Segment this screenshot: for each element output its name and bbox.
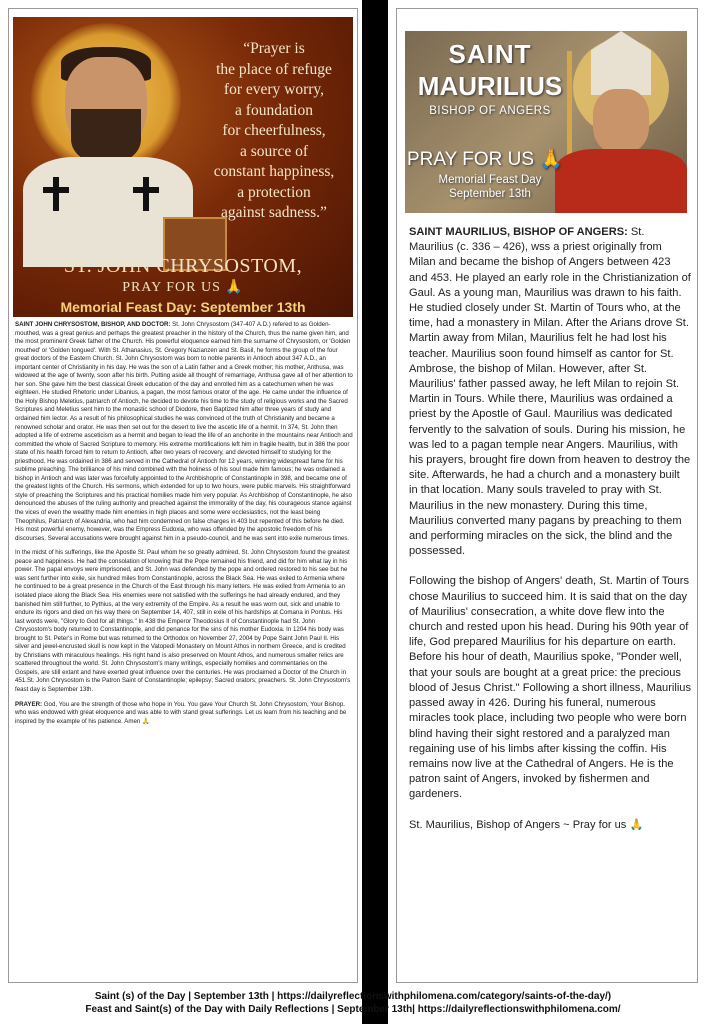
praying-hands-icon: 🙏: [629, 818, 644, 831]
bio-paragraph: SAINT MAURILIUS, BISHOP OF ANGERS: St. Maurilius (c. 336 – 426), wss a priest originally from Milan and became the bishop of Angers between 423 and 453. He played an early role in the Christianization of Gaul. As a young man, Maurilius was drawn to his faith. He studied closely under St. Martin of Tours who, at the time, had a monastery in Milan. After the Arians drove St. Martin away from Milan, Maurilius felt he had lost his teacher. Maurilius soon found himself as cantor for St. Ambrose, the bishop of Milan. However, after St. Maurilius' father passed away, he left Milan to rejoin St. Martin in Tours. While there, Maurilius was ordained a priest by the Apostle of Gaul. Maurilius was dedicated fervently to the salvation of souls. During his mission, he was led to a pagan temple near Angers. Maurilius, with his prayers, brought fire down from heaven to destroy the site. Afterwards, he had a church and a monastery built in that location. Many souls traveled to pray with St. Maurilius in the new monastery. During this time, Maurilius converted many pagans by preaching to them and performing miracles on the sick, the blind and the possessed.: [409, 226, 691, 558]
bio-heading: SAINT MAURILIUS, BISHOP OF ANGERS:: [409, 226, 628, 238]
closing-prayer: St. Maurilius, Bishop of Angers ~ Pray for us 🙏: [409, 818, 644, 831]
left-column: [8, 8, 358, 983]
footer-line-2[interactable]: Feast and Saint(s) of the Day with Daily Reflections | September 13th| https://dailyreflectionswithphilomena.com/: [85, 1004, 621, 1015]
bio-paragraph: SAINT JOHN CHRYSOSTOM, BISHOP, AND DOCTOR: St. John Chrysostom (347-407 A.D.) refered to as Golden-mouthed, was a great genius and perhaps the greatest preacher in the history of the Church, thus the name given him, and the most prominent Greek father of the Church. His powerful eloquence earned him the surname of Chrysostom, or 'Golden mouthed' or 'Golden tongued'. With St. Athanasius, St. Gregory Nazianzen and St. Basil, he forms the group of the four great doctors of the Eastern Church. St. John Chrysostom was born to noble parents in Antioch about 347 A.D., an important center of Christianity in his day. He was the son of a Latin father and a Greek mother; his mother, Anthusa, was widowed at the age of twenty, soon after his birth. Putting aside all thought of remarriage, Anthusa gave all of her attention to her son. She gave him the best classical Greek education of the day and enrolled him as a catechumen when he was eighteen. He studied Rhetoric under Libanius, a pagan, the most famous orator of the age. He came under the influence of the Holy Bishop Meletius, patriarch of Antioch, he decided to devote his time to the study of religious works and the Sacred Scriptures and Meletius sent him to the monastic school of Diodore, then Baptized him after three years of study and ordained him lector. As a result of his philosophical studies he was convinced of the truth of Christianity and became a renowned scholar and orator. He was then set out for the desert to live the ascetic life of a hermit. In 374, St. John then adopted a life of extreme asceticism as a hermit and began to lead the life of an anchorite in the mountains near Antioch and committed the whole of Sacred Scripture to memory. His extreme mortifications left him in fragile health, but in 386 the poor state of his health forced him to return to Antioch, after two years of recovery, and devoted himself to studying for the priesthood. He was ordained in 386 and served in the Cathedral of Antioch for 12 years, winning widespread fame for his sublime preaching. The brilliance of his mind combined with the holiness of his soul made him famous; he was ordained a bishop in Antioch and was later was forcefully appointed to the Archbishopric of Constantinople in 398, and became one of the greatest lights of the Church. His sermons, which extended for up to two hours, were public marvels. His straightforward style of preaching the Scriptures and his practical homilies made him very popular. As Archbishop of Constantinople, he also denounced the abuses of the ruling authority and preached against the immorality of the day, his courageous stance against the vices of even the wealthy made him enemies in high places and some were ecclesiastics, not the least being Theophilus, Patriarch of Alexandria, who had him condemned on false charges in 403 but repented of this before he died. His most powerful enemy, however, was the Empress Eudoxia, who was offended by the apostolic freedom of his discourses. Several accusations were brought against him in a pseudo-council, and he was sent into exile numerous times.: [15, 321, 353, 542]
image-saint-label: SAINT: [448, 39, 532, 69]
image-title: ST. JOHN CHRYSOSTOM,: [63, 255, 303, 277]
maurilius-biography: [409, 225, 691, 848]
prayer-heading: PRAYER:: [15, 700, 43, 708]
cross-icon: [133, 177, 159, 211]
image-pray: PRAY FOR US 🙏: [122, 280, 244, 295]
praying-hands-icon: 🙏: [225, 280, 244, 295]
mitre-graphic: [591, 31, 651, 95]
john-chrysostom-biography: [15, 321, 353, 732]
footer: [0, 990, 706, 1016]
bio-paragraph: In the midst of his sufferings, like the Apostle St. Paul whom he so greatly admired, St. John Chrysostom found the greatest peace and happiness. He had the consolation of knowing that the Pope remained his friend, and did for him what lay in his power. The papal envoys were imprisoned, and St. John was defended by the pope and ordered restored to his see but he was sent further into exile, six hundred miles from Constantinople, across the Black Sea. He was exiled to Armenia where he continued to be a great presence in the Church of the East through his many letters. He was exiled from Armenia to an isolated place along the Black Sea. His enemies were not satisfied with the sufferings he had already endured, and they banished him still further, to Pythius, at the very extremity of the Empire. As a result he was worn out, sick and unable to endure its rigors and died on his way there on September 14, 407, still in exile of his hardships at Comana in Pontus. His last words were, "Glory to God for all things." In 438 the Emperor Theodosius II of Constantinople had St. John Chrysostom's body returned to Constantinople, and did penance for the sins of his mother Eudoxia. In 1204 his body was brought to St. Peter's in Rome but was returned to the Orthodox on November 27, 2004 by Pope Saint John Paul II. His silver and jewel-encrusted skull is now kept in the Vatopedi Monastery on Mount Athos in northern Greece, and is credited by Christians with miraculous healings. His right hand is also preserved on Mount Athos, and numerous smaller relics are scattered throughout the world. St. John Chrysostom's many writings, especially homilies and commentaries on the Gospels, are still extant and have exerted great influence over the centuries. He was proclaimed a Doctor of the Church in 451.St. John Chrysostom is the Patron Saint of Constantinople; epilepsy; Sacred orators; preachers. St. John Chrysostom's feast day is September 13th.: [15, 549, 351, 693]
praying-hands-icon: 🙏: [539, 149, 563, 170]
image-feast-day: Memorial Feast Day: September 13th: [60, 299, 306, 315]
footer-line-1[interactable]: Saint (s) of the Day | September 13th | https://dailyreflectionswithphilomena.com/category/saints-of-the-day/): [94, 991, 612, 1002]
column-divider: [362, 0, 388, 1024]
image-feast-day: Memorial Feast Day September 13th: [438, 174, 542, 200]
saint-beard-graphic: [71, 109, 141, 164]
cross-icon: [43, 177, 69, 211]
john-chrysostom-image: [13, 17, 353, 317]
bio-heading: SAINT JOHN CHRYSOSTOM, BISHOP, AND DOCTOR:: [15, 321, 171, 328]
prayer-paragraph: PRAYER: God, You are the strength of those who hope in You. You gave Your Church St. John Chrysostom, Your Bishop, who was endowed with great eloquence and was able to with stand great sufferings. Let us learn from his teaching and be inspired by the example of his patience. Amen 🙏: [15, 700, 347, 725]
maurilius-image: [405, 31, 687, 213]
image-pray: PRAY FOR US 🙏: [407, 149, 563, 170]
image-name-label: MAURILIUS: [417, 71, 563, 101]
right-column: [396, 8, 698, 983]
bishop-face-graphic: [593, 89, 649, 153]
bio-paragraph: Following the bishop of Angers' death, St. Martin of Tours chose Maurilius to succeed him. It is said that on the day of Maurilius' consecration, a white dove flew into the church and rested upon his head. During his 90th year of life, God prepared Maurilius for his departure on earth. Before his hour of death, Maurilius spoke, "Ponder well, that your souls are bought at a great price: the precious blood of Jesus Christ." Following a short illness, Maurilius passed away in 426. During his funeral, numerous miracles took place, including two people who were born blind having their sight restored and a paralyzed man regaining use of his limbs after kissing the coffin. His remains now live at the Cathedral of Angers. He is the patron saint of Angers, invoked by fishermen and gardeners.: [409, 575, 692, 801]
image-bishop-label: BISHOP OF ANGERS: [429, 105, 551, 117]
prayer-quote: “Prayer is the place of refuge for every worry, a foundation for cheerfulness, a source of constant happiness, a protection against sadness.”: [213, 40, 335, 221]
praying-hands-icon: 🙏: [142, 717, 150, 725]
